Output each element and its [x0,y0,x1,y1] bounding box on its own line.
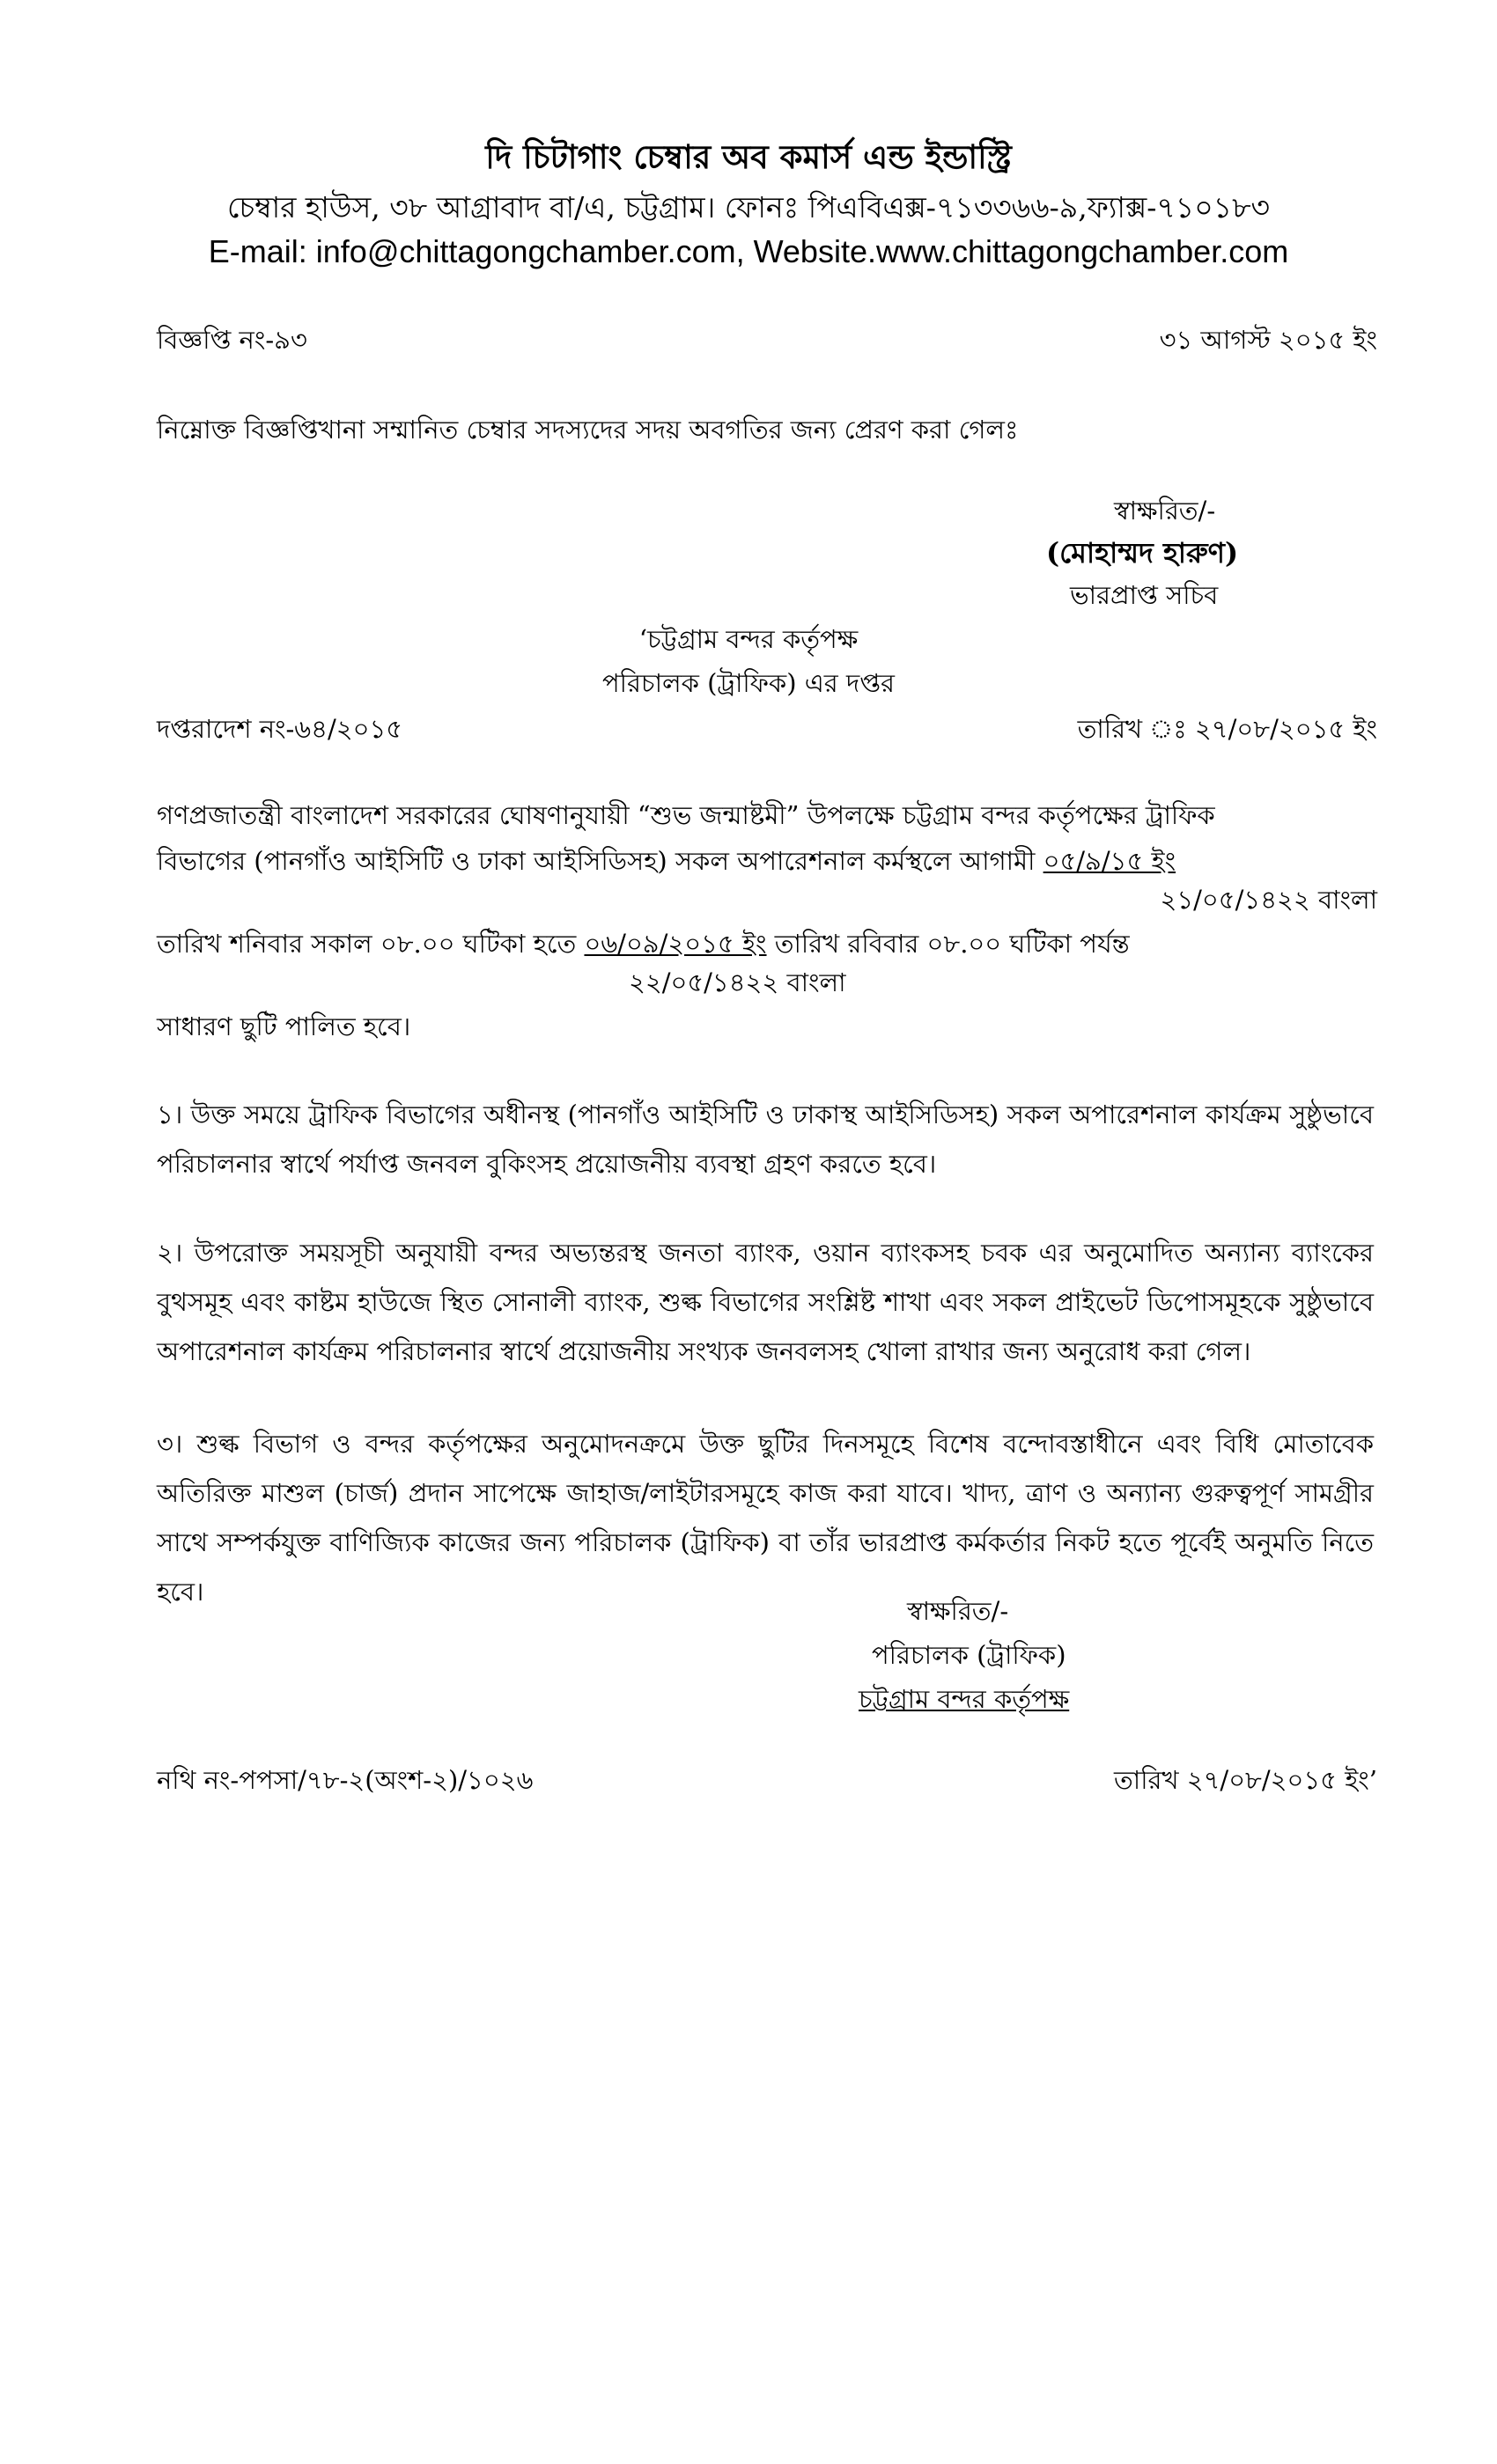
notice-intro: নিম্নোক্ত বিজ্ঞপ্তিখানা সম্মানিত চেম্বার সদস্যদের সদয় অবগতির জন্য প্রেরণ করা গেলঃ [157,415,1019,445]
chamber-signatory-name: (মোহাম্মদ হারুণ) [1046,536,1239,570]
holiday-end-date-bangla: ২২/০৫/১৪২২ বাংলা [629,967,846,997]
notice-date: ৩১ আগস্ট ২০১৫ ইং [1159,325,1377,355]
point-2: ২। উপরোক্ত সময়সূচী অনুযায়ী বন্দর অভ্যন্তরস্থ জনতা ব্যাংক, ওয়ান ব্যাংকসহ চবক এর অনুমোদিত অন্যান্য ব্যাংকের বুথসমূহ এবং কাষ্টম হাউজে স্থিত সোনালী ব্যাংক, শুল্ক বিভাগের সংশ্লিষ্ট শাখা এবং সকল প্রাইভেট ডিপোসমূহকে সুষ্ঠুভাবে অপারেশনাল কার্যক্রম পরিচালনার স্বার্থে প্রয়োজনীয় সংখ্যক জনবলসহ খোলা রাখার জন্য অনুরোধ করা গেল। [157,1238,1374,1366]
org-address: চেম্বার হাউস, ৩৮ আগ্রাবাদ বা/এ, চট্টগ্রাম। ফোনঃ পিএবিএক্স-৭১৩৩৬৬-৯,ফ্যাক্স-৭১০১৮৩ [227,190,1270,224]
body-line-2 [157,843,1176,879]
office-order-number: দপ্তরাদেশ নং-৬৪/২০১৫ [157,714,403,744]
notice-number: বিজ্ঞপ্তি নং-৯৩ [157,325,307,355]
holiday-start-date: ০৫/৯/১৫ ইং [1043,846,1176,876]
footer-date: তারিখ ২৭/০৮/২০১৫ ইং’ [1114,1765,1377,1795]
holiday-end-date: ০৬/০৯/২০১৫ ইং [584,929,767,959]
port-signatory-org: চট্টগ্রাম বন্দর কর্তৃপক্ষ [859,1684,1070,1714]
chamber-signed: স্বাক্ষরিত/- [1114,496,1216,526]
org-email-website: E-mail: info@chittagongchamber.com, Website.www.chittagongchamber.com [208,233,1289,269]
file-number: নথি নং-পপসা/৭৮-২(অংশ-২)/১০২৬ [157,1765,534,1795]
port-signed: স্বাক্ষরিত/- [907,1596,1009,1626]
body-line-4: সাধারণ ছুটি পালিত হবে। [157,1011,411,1041]
org-name: দি চিটাগাং চেম্বার অব কমার্স এন্ড ইন্ডাস্ট্রি [485,137,1012,176]
point-1: ১। উক্ত সময়ে ট্রাফিক বিভাগের অধীনস্থ (পানগাঁও আইসিটি ও ঢাকাস্থ আইসিডিসহ) সকল অপারেশনাল কার্যক্রম সুষ্ঠুভাবে পরিচালনার স্বার্থে পর্যাপ্ত জনবল বুকিংসহ প্রয়োজনীয় ব্যবস্থা গ্রহণ করতে হবে। [157,1100,1374,1179]
port-signatory-designation: পরিচালক (ট্রাফিক) [872,1640,1066,1670]
port-office-name: পরিচালক (ট্রাফিক) এর দপ্তর [602,668,895,698]
body-line-3-text: তারিখ শনিবার সকাল ০৮.০০ ঘটিকা হতে [157,929,585,959]
office-order-date: তারিখ ঃ ২৭/০৮/২০১৫ ইং [1077,714,1377,744]
body-line-2-text: বিভাগের (পানগাঁও আইসিটি ও ঢাকা আইসিডিসহ) সকল অপারেশনাল কর্মস্থলে আগামী [157,846,1043,876]
port-authority-name: ‘চট্টগ্রাম বন্দর কর্তৃপক্ষ [638,624,859,654]
body-line-3-end: তারিখ রবিবার ০৮.০০ ঘটিকা পর্যন্ত [766,929,1130,959]
body-line-3 [157,926,1130,961]
chamber-signatory-designation: ভারপ্রাপ্ত সচিব [1070,580,1219,610]
body-line-1: গণপ্রজাতন্ত্রী বাংলাদেশ সরকারের ঘোষণানুযায়ী “শুভ জন্মাষ্টমী” উপলক্ষে চট্টগ্রাম বন্দর কর্তৃপক্ষের ট্রাফিক [157,800,1215,830]
point-3: ৩। শুল্ক বিভাগ ও বন্দর কর্তৃপক্ষের অনুমোদনক্রমে উক্ত ছুটির দিনসমূহে বিশেষ বন্দোবস্তাধীনে এবং বিধি মোতাবেক অতিরিক্ত মাশুল (চার্জ) প্রদান সাপেক্ষে জাহাজ/লাইটারসমূহে কাজ করা যাবে। খাদ্য, ত্রাণ ও অন্যান্য গুরুত্বপূর্ণ সামগ্রীর সাথে সম্পর্কযুক্ত বাণিজ্যিক কাজের জন্য পরিচালক (ট্রাফিক) বা তাঁর ভারপ্রাপ্ত কর্মকর্তার নিকট হতে পূর্বেই অনুমতি নিতে হবে। [157,1429,1374,1607]
holiday-start-date-bangla: ২১/০৫/১৪২২ বাংলা [1160,885,1377,915]
